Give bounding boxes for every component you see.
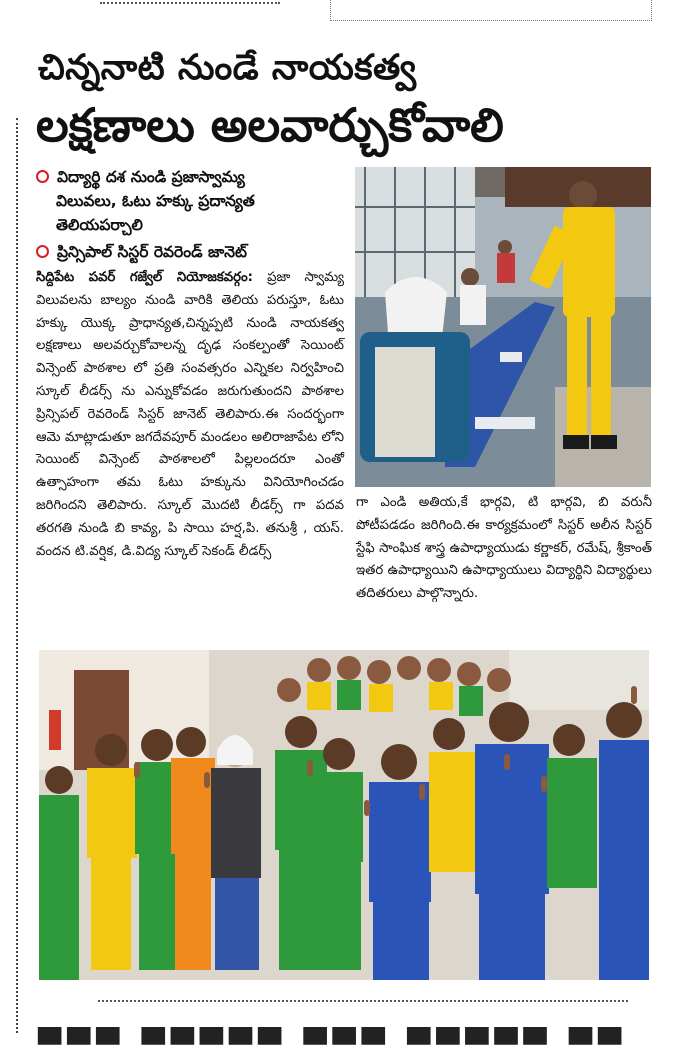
voting-photo [355, 167, 651, 487]
subhead-1-line-3: తెలియపర్చాలి [56, 216, 143, 234]
subhead-bullet-1 [36, 165, 341, 237]
headline-line-1: చిన్ననాటి నుండే నాయకత్వ [38, 48, 417, 88]
body-text-left: ప్రజా స్వామ్య విలువలను బాల్యం నుండి వారికి తెలియ పరుస్తూ, ఓటు హక్కు యొక్క ప్రాధాన్యత,చిన్నప్పటి నుండి నాయకత్వ లక్షణాలు అలవర్చుకోవాలన్న దృఢ సంకల్పంతో సెయింట్ విన్సెంట్ పాఠశాల లో ప్రతి సంవత్సరం ఎన్నికల నిర్వహించి స్కూల్ లీడర్స్ ను ఎన్నుకోవడం జరుగుతుందని పాఠశాల ప్రిన్సిపల్ రెవరెండ్ సిస్టర్ జానెట్ తెలిపారు.ఈ సందర్భంగా ఆమె మాట్లాడుతూ జగదేవపూర్ మండలం అలిరాజాపేట లోని సెయింట్ విన్సెంట్ పాఠశాలలో పిల్లలందరూ ఎంతో ఉత్సాహంగా తమ ఓటు హక్కును వినియోగించడం జరిగిందని తెలిపారు. స్కూల్ మొదటి లీడర్స్ గా పదవ తరగతి నుండి బి కావ్య, పి సాయి హర్ష,పి. తనుశ్రీ , యస్. వందన టి.వర్షిక, డి.విద్య స్కూల్ సెకండ్ లీడర్స్ [36, 270, 344, 559]
subhead-1-line-1: విద్యార్థి దశ నుండి ప్రజాస్వామ్య [57, 168, 245, 186]
top-divider-dash [100, 2, 280, 6]
bullet-ring-icon [36, 245, 49, 258]
bullet-ring-icon [36, 170, 49, 183]
subhead-2-text: ప్రిన్సిపాల్ సిస్టర్ రెవరెండ్ జానెట్ [57, 243, 248, 261]
bottom-divider [98, 1000, 628, 1002]
top-column-frame [330, 0, 652, 21]
dateline: సిద్దిపేట పవర్ గజ్వేల్ నియోజకవర్గం: [36, 270, 253, 285]
article-body-right-column: గా ఎండి అతియ,కే భార్గవి, టి భార్గవి, బి వరునీ పోటీపడడం జరిగింది.ఈ కార్యక్రమంలో సిస్టర్ అలీన సిస్టర్ స్టేఫి సాంఘిక శాస్త్ర ఉపాధ్యాయుడు కర్ణాకర్, రమేష్, శ్రీకాంత్ ఇతర ఉపాధ్యాయిని ఉపాధ్యాయులు విద్యార్థిని విద్యార్థులు తదితరులు పాల్గొన్నారు. [356, 495, 652, 602]
students-group-photo [39, 650, 649, 980]
article-body-left-column [36, 267, 344, 563]
left-column-rule [16, 118, 18, 1033]
subhead-1-line-2: విలువలు, ఓటు హక్కు ప్రదాన్యత [56, 192, 255, 210]
headline-line-2: లక్షణాలు అలవార్చుకోవాలి [36, 98, 504, 152]
next-article-cutoff: ▀▀▀ ▀▀▀▀▀ ▀▀▀ ▀▀▀▀▀ ▀▀ [38, 1028, 628, 1063]
subhead-bullet-2 [36, 240, 346, 264]
